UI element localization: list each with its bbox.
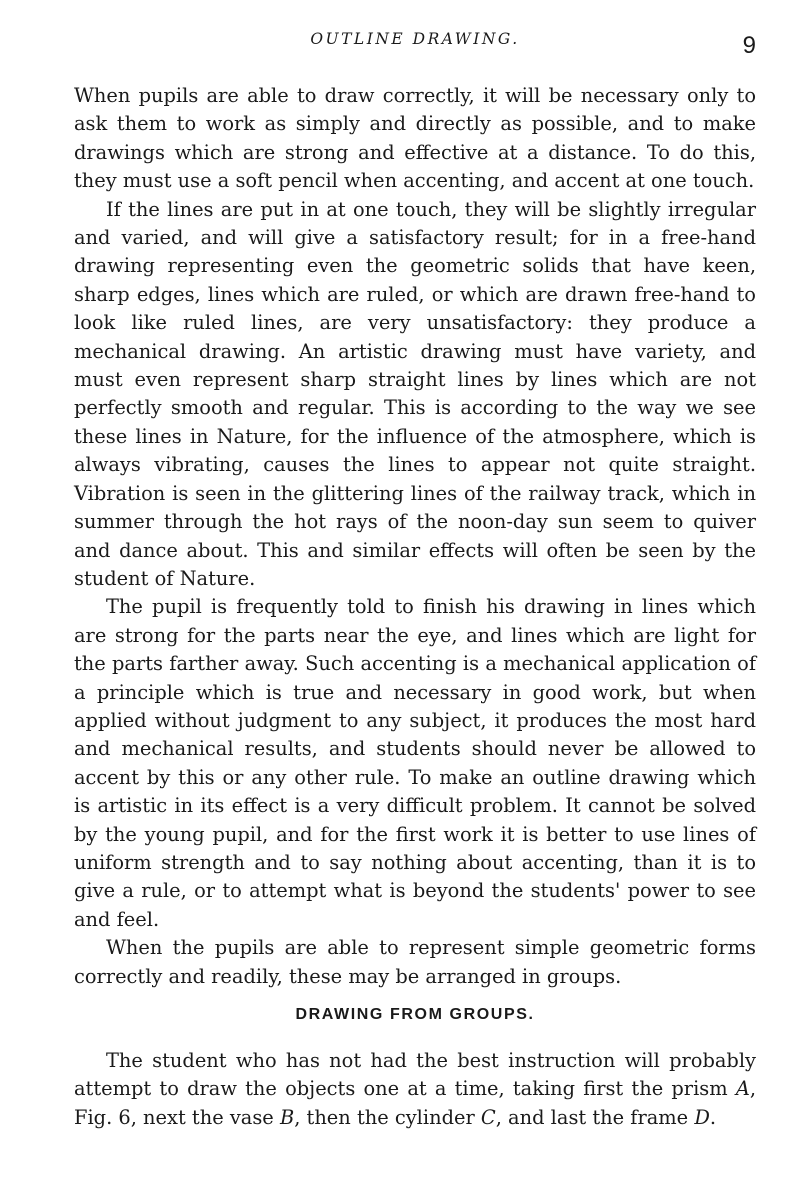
section-heading: DRAWING FROM GROUPS. <box>295 1006 535 1023</box>
page-number: 9 <box>742 32 756 59</box>
section-text-part-3: , then the cylinder <box>294 1105 481 1129</box>
section-text-part-5: . <box>709 1105 717 1129</box>
paragraph-1: When pupils are able to draw correctly, it will be necessary only to ask them to work as simply and directly as possible, and to make drawings which are strong and effective at a distance. To do this, they must use a soft pencil when accenting, and accent at one touch. <box>74 84 756 193</box>
figure-label-d: D <box>694 1105 710 1129</box>
body-text <box>74 82 756 991</box>
section-text-part-4: , and last the frame <box>495 1105 695 1129</box>
paragraph-3: The pupil is frequently told to finish his drawing in lines which are strong for the parts near the eye, and lines which are light for the parts farther away. Such accenting is a mechanical application of a principle which is true and necessary in good work, but when applied without judgment to any subject, it produces the most hard and mechanical results, and students should never be allowed to accent by this or any other rule. To make an outline drawing which is artistic in its effect is a very difficult problem. It cannot be solved by the young pupil, and for the first work it is better to use lines of uniform strength and to say nothing about accenting, than it is to give a rule, or to attempt what is beyond the students' power to see and feel. <box>74 595 756 931</box>
section-paragraph <box>74 1047 756 1132</box>
paragraph-2: If the lines are put in at one touch, they will be slightly irregular and varied, and will give a satisfactory result; for in a free-hand drawing representing even the geometric solids that have keen, sharp edges, lines which are ruled, or which are drawn free-hand to look like ruled lines, are very unsatisfactory: they produce a mechanical drawing. An artistic drawing must have variety, and must even represent sharp straight lines by lines which are not perfectly smooth and regular. This is according to the way we see these lines in Nature, for the influence of the atmosphere, which is always vibrating, causes the lines to appear not quite straight. Vibration is seen in the glittering lines of the railway track, which in summer through the hot rays of the noon-day sun seem to quiver and dance about. This and similar effects will often be seen by the student of Nature. <box>74 197 756 590</box>
figure-label-a: A <box>735 1077 750 1101</box>
section-text <box>74 1047 756 1132</box>
paragraph-4: When the pupils are able to represent simple geometric forms correctly and readily, these may be arranged in groups. <box>74 936 756 988</box>
section-text-part-1: The student who has not had the best instruction will probably attempt to draw the objects one at a time, taking first the prism <box>74 1049 756 1101</box>
figure-label-b: B <box>279 1105 295 1129</box>
figure-label-c: C <box>480 1105 496 1129</box>
section-text-part-2: , Fig. 6, next the vase <box>74 1077 756 1129</box>
running-title: OUTLINE DRAWING. <box>310 30 520 48</box>
